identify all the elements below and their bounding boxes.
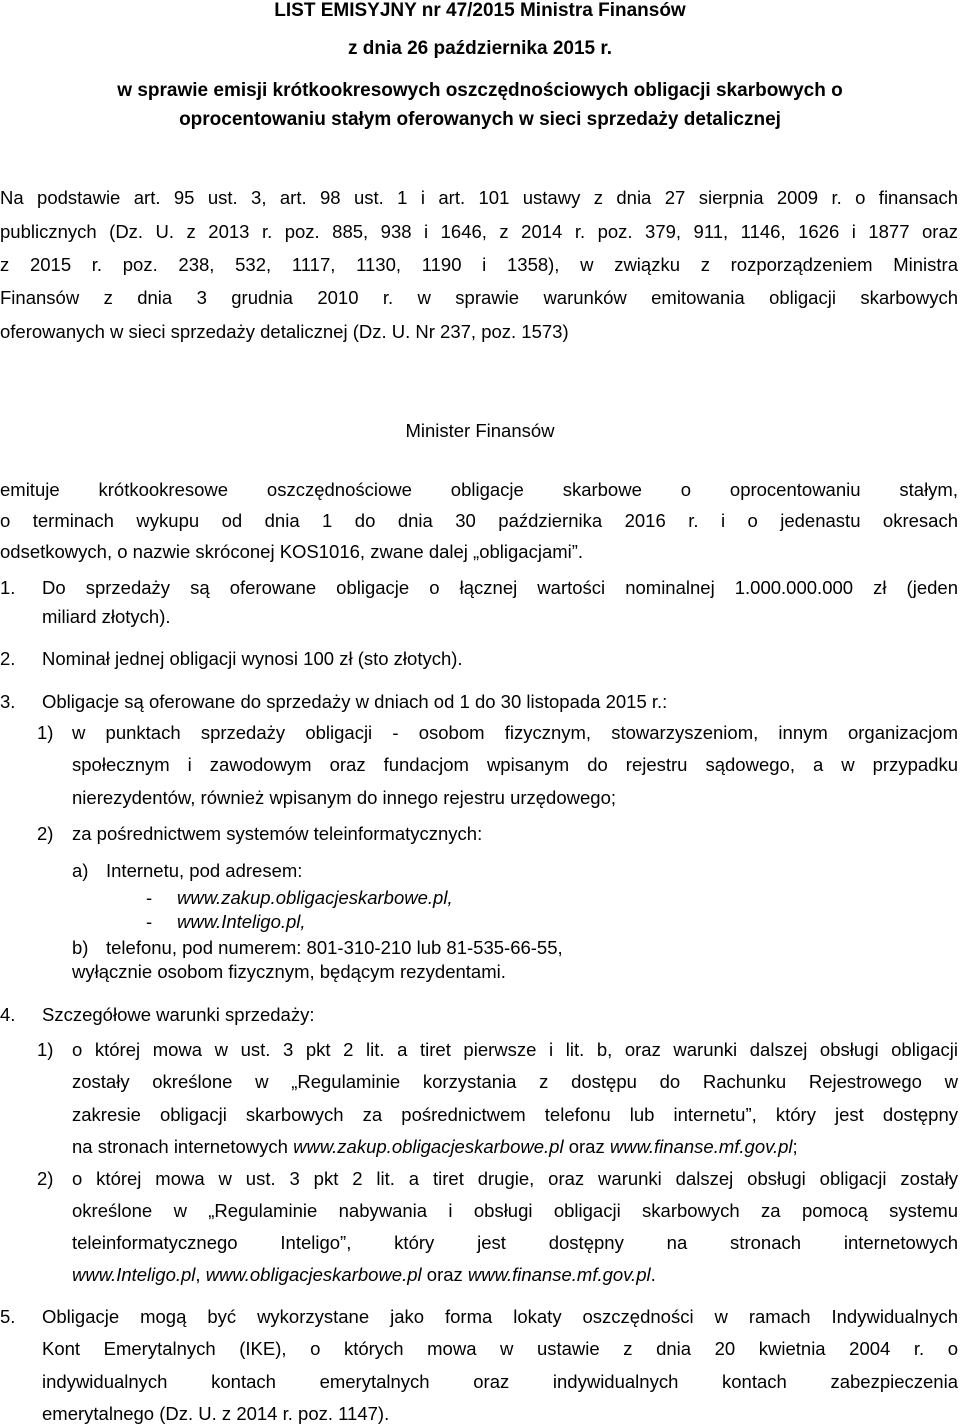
section-4-line: Szczegółowe warunki sprzedaży: [42, 1004, 315, 1025]
section-number: 2. [0, 648, 16, 669]
letter-number: a) [72, 860, 89, 881]
preamble-line: z 2015 r. poz. 238, 532, 1117, 1130, 1190 i 1358), w związku z rozporządzeniem Ministra [0, 254, 958, 275]
section-2-line: Nominał jednej obligacji wynosi 100 zł (sto złotych). [42, 648, 463, 669]
letter-line: wyłącznie osobom fizycznym, będącym rezydentami. [72, 961, 506, 982]
intro-line: emituje krótkookresowe oszczędnościowe obligacje skarbowe o oprocentowaniu stałym, [0, 479, 958, 500]
point-line: teleinformatycznego Inteligo”, który jest dostępny na stronach internetowych [72, 1232, 958, 1253]
section-1-line: miliard złotych). [42, 606, 171, 627]
document-subject-line-1: w sprawie emisji krótkookresowych oszczędnościowych obligacji skarbowych o [117, 80, 843, 101]
point-number: 1) [37, 722, 54, 743]
dash-bullet: - [146, 911, 153, 932]
section-number: 4. [0, 1004, 16, 1025]
dash-bullet: - [146, 887, 153, 908]
point-line: w punktach sprzedaży obligacji - osobom fizycznym, stowarzyszeniom, innym organizacjom [72, 722, 958, 743]
section-3-line: Obligacje są oferowane do sprzedaży w dniach od 1 do 30 listopada 2015 r.: [42, 691, 668, 712]
document-date: z dnia 26 października 2015 r. [347, 38, 612, 59]
letter-line: telefonu, pod numerem: 801-310-210 lub 81-535-66-55, [106, 937, 563, 958]
point-line: nierezydentów, również wpisanym do innego rejestru urzędowego; [72, 787, 616, 808]
document-subject-line-2: oprocentowaniu stałym oferowanych w sieci sprzedaży detalicznej [179, 109, 781, 130]
section-5-line: Kont Emerytalnych (IKE), o których mowa w ustawie z dnia 20 kwietnia 2004 r. o [42, 1338, 958, 1359]
letter-line: Internetu, pod adresem: [106, 860, 303, 881]
point-line: zakresie obligacji skarbowych za pośrednictwem telefonu lub internetu”, który jest dostępny [72, 1104, 958, 1125]
point-line: o której mowa w ust. 3 pkt 2 lit. a tiret pierwsze i lit. b, oraz warunki dalszej obsługi obligacji [72, 1039, 958, 1060]
section-5-line: emerytalnego (Dz. U. z 2014 r. poz. 1147). [42, 1403, 390, 1424]
url-link[interactable]: www.zakup.obligacjeskarbowe.pl [293, 1136, 564, 1157]
issuer-heading: Minister Finansów [405, 420, 555, 441]
point-number: 2) [37, 1168, 54, 1189]
url-link[interactable]: www.finanse.mf.gov.pl [609, 1136, 793, 1157]
intro-line: odsetkowych, o nazwie skróconej KOS1016, zwane dalej „obligacjami”. [0, 541, 584, 562]
point-line: www.Inteligo.pl, www.obligacjeskarbowe.pl oraz www.finanse.mf.gov.pl. [72, 1264, 656, 1285]
point-line: określone w „Regulaminie nabywania i obsługi obligacji skarbowych za pomocą systemu [72, 1200, 958, 1221]
point-line: za pośrednictwem systemów teleinformatycznych: [72, 823, 483, 844]
section-number: 5. [0, 1306, 16, 1327]
section-5-line: Obligacje mogą być wykorzystane jako forma lokaty oszczędności w ramach Indywidualnych [42, 1306, 958, 1327]
preamble-line: Na podstawie art. 95 ust. 3, art. 98 ust. 1 i art. 101 ustawy z dnia 27 sierpnia 2009 r. o finansach [0, 187, 958, 208]
section-number: 3. [0, 691, 16, 712]
preamble-line: oferowanych w sieci sprzedaży detalicznej (Dz. U. Nr 237, poz. 1573) [0, 321, 569, 342]
url-link[interactable]: www.Inteligo.pl [72, 1264, 196, 1285]
point-line: o której mowa w ust. 3 pkt 2 lit. a tiret drugie, oraz warunki dalszej obsługi obligacji zostały [72, 1168, 958, 1189]
url-link[interactable]: www.Inteligo.pl, [177, 911, 306, 932]
section-1-line: Do sprzedaży są oferowane obligacje o łącznej wartości nominalnej 1.000.000.000 zł (jeden [42, 577, 958, 598]
url-link[interactable]: www.finanse.mf.gov.pl [467, 1264, 651, 1285]
point-number: 2) [37, 823, 54, 844]
section-5-line: indywidualnych kontach emerytalnych oraz indywidualnych kontach zabezpieczenia [42, 1371, 958, 1392]
point-line: zostały określone w „Regulaminie korzystania z dostępu do Rachunku Rejestrowego w [72, 1071, 958, 1092]
letter-number: b) [72, 937, 89, 958]
preamble-line: Finansów z dnia 3 grudnia 2010 r. w sprawie warunków emitowania obligacji skarbowych [0, 287, 958, 308]
section-number: 1. [0, 577, 16, 598]
preamble-line: publicznych (Dz. U. z 2013 r. poz. 885, 938 i 1646, z 2014 r. poz. 379, 911, 1146, 1626 i 1877 oraz [0, 221, 958, 242]
url-link[interactable]: www.zakup.obligacjeskarbowe.pl, [177, 887, 453, 908]
intro-line: o terminach wykupu od dnia 1 do dnia 30 października 2016 r. i o jedenastu okresach [0, 510, 958, 531]
document-title: LIST EMISYJNY nr 47/2015 Ministra Finansów [274, 0, 686, 21]
point-line: na stronach internetowych www.zakup.obligacjeskarbowe.pl oraz www.finanse.mf.gov.pl; [72, 1136, 798, 1157]
point-line: społecznym i zawodowym oraz fundacjom wpisanym do rejestru sądowego, a w przypadku [72, 754, 958, 775]
point-number: 1) [37, 1039, 54, 1060]
url-link[interactable]: www.obligacjeskarbowe.pl [205, 1264, 422, 1285]
